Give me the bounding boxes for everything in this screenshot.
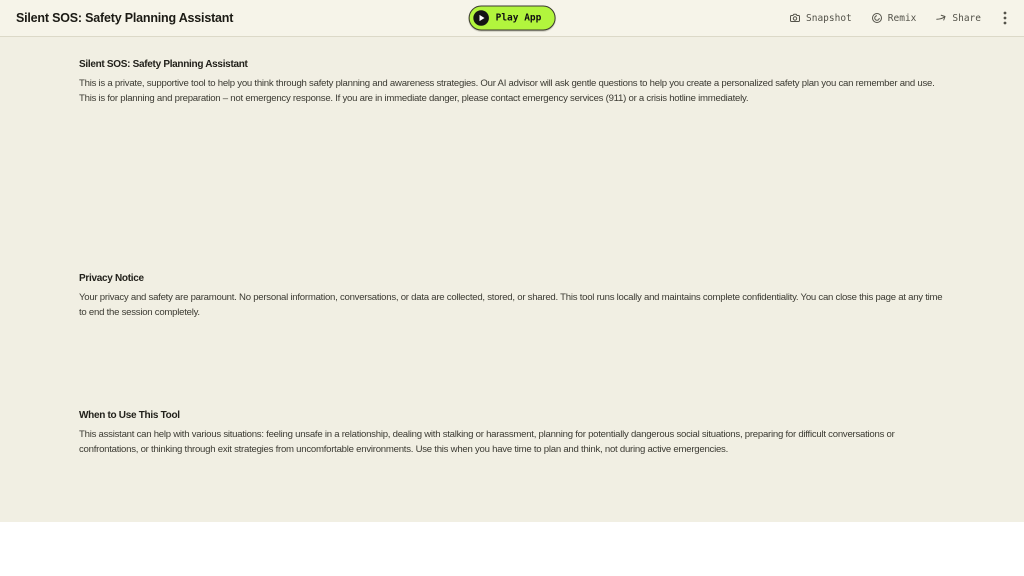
section-when-to-use — [79, 410, 945, 457]
privacy-heading: Privacy Notice — [79, 273, 144, 284]
when-to-use-body: This assistant can help with various situations: feeling unsafe in a relationship, dealing with stalking or harassment, planning for potentially dangerous social situations, preparing for difficult conversations or confrontations, or thinking through exit strategies from uncomfortable environments. Use this when you have time to plan and think, not during active emergencies. — [79, 429, 895, 455]
share-label: Share — [952, 12, 981, 24]
when-to-use-heading: When to Use This Tool — [79, 410, 180, 421]
intro-body: This is a private, supportive tool to help you think through safety planning and awareness strategies. Our AI advisor will ask gentle questions to help you create a personalized safety plan you can remember and use. This is for planning and preparation – not emergency response. If you are in immediate danger, please contact emergency services (911) or a crisis hotline immediately. — [79, 78, 935, 104]
remix-icon — [871, 12, 883, 24]
remix-button[interactable] — [871, 12, 917, 24]
share-button[interactable] — [935, 12, 981, 24]
intro-heading: Silent SOS: Safety Planning Assistant — [79, 59, 248, 70]
kebab-menu-button[interactable] — [1000, 9, 1010, 27]
kebab-menu-icon — [1003, 11, 1007, 25]
camera-icon — [789, 12, 801, 24]
header-actions — [789, 9, 1010, 27]
privacy-body: Your privacy and safety are paramount. No personal information, conversations, or data are collected, stored, or shared. This tool runs locally and maintains complete confidentiality. You can close this page at any time to end the session completely. — [79, 292, 943, 318]
app-header — [0, 0, 1024, 37]
section-intro — [79, 59, 945, 106]
play-app-button[interactable] — [469, 6, 556, 31]
play-app-label: Play App — [495, 12, 542, 24]
page-title: Silent SOS: Safety Planning Assistant — [16, 11, 234, 25]
section-privacy-notice — [79, 273, 945, 320]
snapshot-label: Snapshot — [806, 12, 852, 24]
remix-label: Remix — [887, 12, 917, 24]
snapshot-button[interactable] — [789, 12, 852, 24]
app-content — [0, 37, 1024, 522]
arrow-right-icon — [935, 12, 947, 24]
play-icon — [473, 10, 490, 27]
